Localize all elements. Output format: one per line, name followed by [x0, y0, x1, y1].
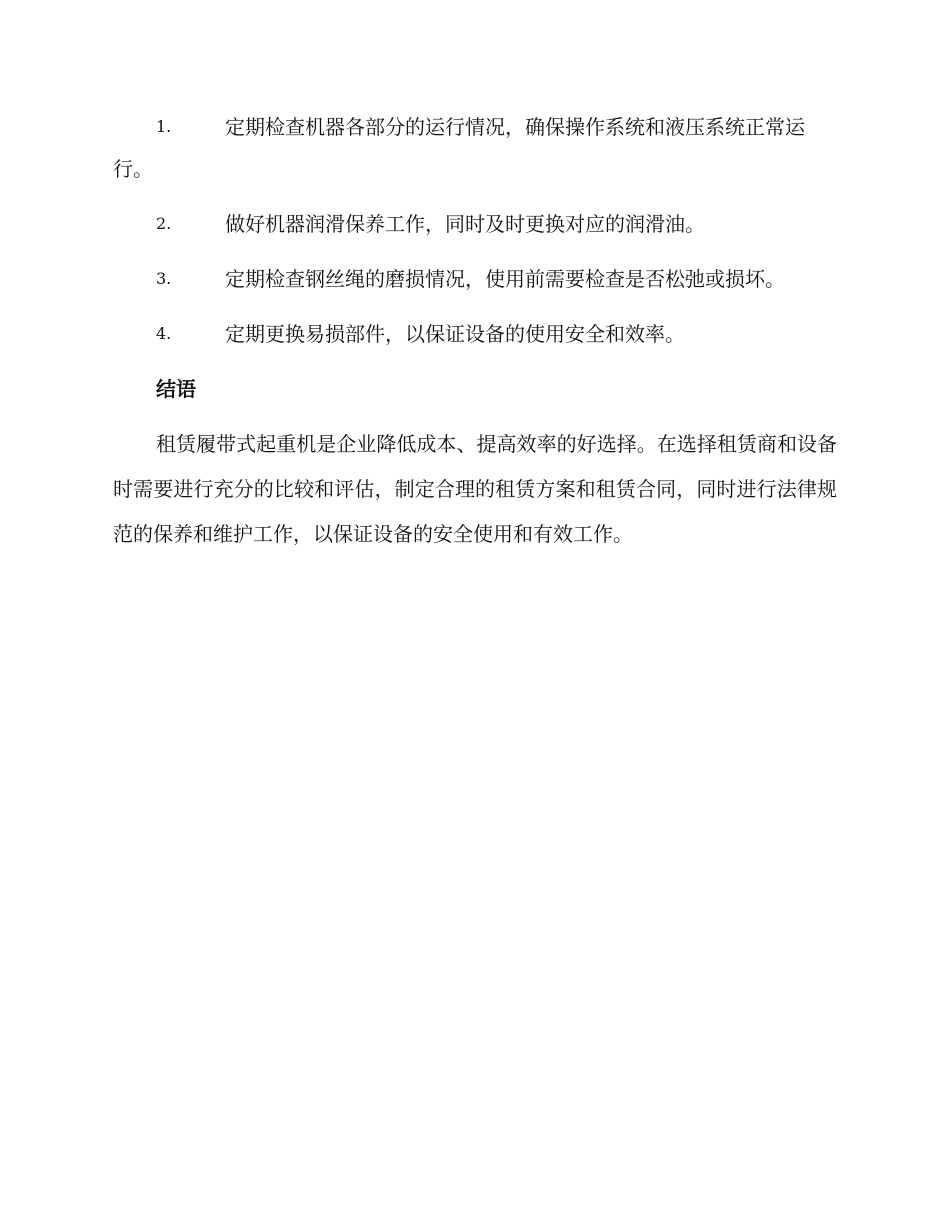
conclusion-paragraph: 租赁履带式起重机是企业降低成本、提高效率的好选择。在选择租赁商和设备时需要进行充分的比较和评估，制定合理的租赁方案和租赁合同，同时进行法律规范的保养和维护工作，以保证设备的安全使用和有效工作。 — [113, 432, 837, 546]
list-item-text: 做好机器润滑保养工作，同时及时更换对应的润滑油。 — [225, 212, 705, 236]
list-item-number: 1. — [156, 117, 172, 136]
list-item-text: 定期检查钢丝绳的磨损情况，使用前需要检查是否松弛或损坏。 — [225, 267, 785, 291]
list-item — [113, 203, 837, 245]
list-item-number: 3. — [156, 269, 172, 288]
list-item — [113, 258, 837, 300]
list-item — [113, 106, 837, 190]
list-item-number: 2. — [156, 214, 172, 233]
section-heading: 结语 — [156, 377, 196, 401]
list-item-text: 定期检查机器各部分的运行情况，确保操作系统和液压系统正常运行。 — [113, 115, 805, 181]
list-item-number: 4. — [156, 324, 172, 343]
list-item — [113, 313, 837, 355]
list-item-text: 定期更换易损部件，以保证设备的使用安全和效率。 — [225, 322, 685, 346]
